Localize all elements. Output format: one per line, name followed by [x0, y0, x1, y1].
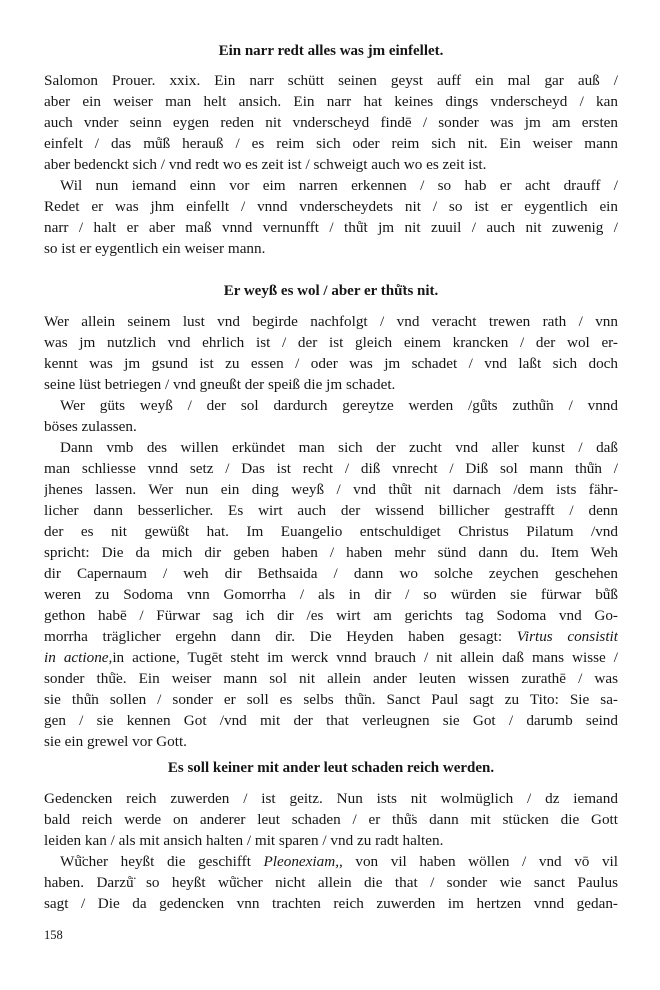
text-line — [44, 626, 618, 647]
text-line: dir Capernaum / weh dir Bethsaida / dann wo solche zeychen geschehen — [44, 565, 618, 582]
text-line: licher dann besserlicher. Es wirt auch der wissend billicher gestrafft / denn — [44, 502, 618, 519]
text-line: bald reich werde on anderer leut schaden / er thů̈s dann mit stücken die Gott — [44, 811, 618, 828]
text-line: jhenes lassen. Wer nun ein ding weyß / vnd thů̈t nit darnach /dem ists fähr- — [44, 481, 618, 498]
text-line: sie thů̈n sollen / sonder er soll es selbs thů̈n. Sanct Paul sagt zu Tito: Sie sa- — [44, 691, 618, 708]
page-number: 158 — [44, 928, 63, 942]
text-line: Dann vmb des willen erkündet man sich der zucht vnd aller kunst / daß — [60, 439, 618, 456]
text-line: Wil nun iemand einn vor eim narren erkennen / so hab er acht drauff / — [60, 177, 618, 194]
text-line: Redet er was jhm einfellt / vnnd vnderscheydets nit / so ist er eygentlich ein — [44, 198, 618, 215]
text-line: sonder thů̈e. Ein weiser mann sol nit allein ander leuten wissen zurathē / was — [44, 670, 618, 687]
text-line: aber ein weiser man helt ansich. Ein narr hat keines dings vnderscheyd / kan — [44, 93, 618, 110]
text-line: haben. Darzů̈ so heyßt wů̈cher nicht allein die that / sonder wie sanct Paulus — [44, 874, 618, 891]
text-line: gen / sie kennen Got /vnd mit der that verleugnen sie Got / darumb seind — [44, 712, 618, 729]
section-heading: Es soll keiner mit ander leut schaden reich werden. — [167, 760, 495, 776]
text-line: kennt was jm gsund ist zu essen / oder was jm schadet / vnd laßt sich doch — [44, 355, 618, 372]
text-line: Wer allein seinem lust vnd begirde nachfolgt / vnd veracht trewen rath / vnn — [44, 313, 618, 330]
text-line: seine lüst betriegen / vnd gneußt der speiß die jm schadet. — [44, 376, 396, 393]
text-line: sie ein grewel vor Gott. — [44, 733, 187, 750]
text-line — [44, 851, 618, 872]
latin-quote: Virtus consistit — [516, 628, 618, 645]
greek-term: Pleonexiam, — [263, 853, 339, 870]
text-line: so ist er eygentlich ein weiser mann. — [44, 240, 266, 257]
text-line: spricht: Die da mich dir geben haben / haben mehr sünd dann du. Item Weh — [44, 544, 618, 561]
text-line: böses zulassen. — [44, 418, 137, 435]
text-line: gethon habē / Fürwar sag ich dir /es wirt am gerichts tag Sodoma vnd Go- — [44, 607, 618, 624]
text-line: der es nit gewüßt hat. Im Euangelio entschuldiget Christus Pilatum /vnd — [44, 523, 618, 540]
text-line: was jm nutzlich vnd ehrlich ist / der ist gleich einem krancken / der wol er- — [44, 334, 618, 351]
text-line: man schliesse vnnd setz / Das ist recht / diß vnrecht / Diß sol mann thů̈n / — [44, 460, 618, 477]
text-line: einfelt / das mů̈ß herauß / es reim sich oder reim sich nit. Ein weiser mann — [44, 135, 618, 152]
section-3-text — [44, 788, 618, 914]
text-line — [44, 647, 618, 668]
text-line: narr / halt er aber maß vnnd vernunfft / thů̈t jm nit zuuil / auch nit zuwenig / — [44, 219, 618, 236]
text-run: morrha träglicher ergehn dann dir. Die Heyden haben gesagt: — [44, 628, 517, 645]
section-heading: Er weyß es wol / aber er thů̈ts nit. — [223, 283, 439, 299]
text-line: leiden kan / als mit ansich halten / mit sparen / vnd zu radt halten. — [44, 832, 444, 849]
section-1-text — [44, 70, 618, 259]
text-run: Wů̈cher heyßt die geschifft — [60, 853, 264, 870]
latin-quote: in actione, — [44, 649, 113, 666]
text-run: in actione, Tugēt steht im werck vnnd brauch / nit allein daß mans wisse / — [112, 649, 618, 666]
text-line: Salomon Prouer. xxix. Ein narr schütt seinen geyst auff ein mal gar auß / — [44, 72, 618, 89]
text-line: auch vnder seinn eygen reden nit vnderscheyd findē / sonder was jm am ersten — [44, 114, 618, 131]
section-heading: Ein narr redt alles was jm einfellet. — [218, 43, 444, 59]
section-2-text — [44, 311, 618, 752]
text-line: weren zu Sodoma vnn Gomorrha / als in dir / so würden sie fürwar bů̈ß — [44, 586, 618, 603]
text-line: Gedencken reich zuwerden / ist geitz. Nun ists nit wolmüglich / dz iemand — [44, 790, 618, 807]
text-line: sagt / Die da gedencken vnn trachten reich zuwerden im hertzen vnnd gedan- — [44, 895, 618, 912]
text-line: aber bedenckt sich / vnd redt wo es zeit ist / schweigt auch wo es zeit ist. — [44, 156, 487, 173]
text-run: , von vil haben wöllen / vnd vō vil — [339, 853, 618, 870]
text-line: Wer güts weyß / der sol dardurch gereytze werden /gů̈ts zuthů̈n / vnnd — [60, 397, 618, 414]
